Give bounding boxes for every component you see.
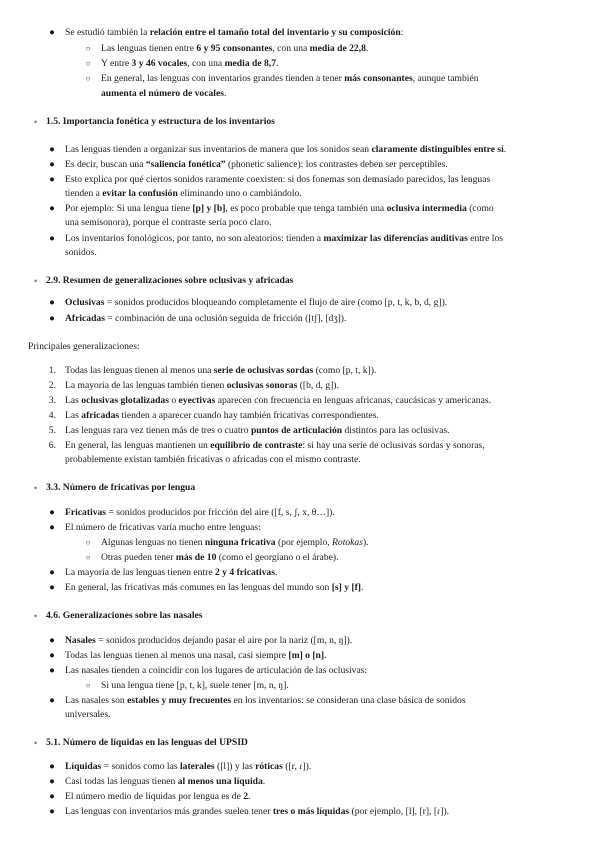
sub-bullet: ○ xyxy=(85,681,91,690)
section-title: 4.6. Generalizaciones sobre las nasales xyxy=(46,610,203,621)
bullet: ● xyxy=(49,313,55,324)
item-text: Todas las lenguas tienen al menos una serie de oclusivas sordas (como [p, t, k]). xyxy=(65,365,377,376)
item-text: El número medio de líquidas por lengua es de 2. xyxy=(65,791,251,802)
bullet: ● xyxy=(49,233,55,244)
section-title: 5.1. Número de líquidas en las lenguas del UPSID xyxy=(46,737,248,748)
item-text: Esto explica por qué ciertos sonidos raramente coexisten: si dos fonemas son demasiado parecidos, las lenguas xyxy=(65,174,491,185)
bullet: ● xyxy=(49,791,55,802)
item-text: Es decir, buscan una “saliencia fonética” (phonetic salience): los contrastes deben ser perceptibles. xyxy=(65,159,448,170)
item-text: La mayoría de las lenguas tienen entre 2 y 4 fricativas. xyxy=(65,567,278,578)
item-text: sonidos. xyxy=(65,247,97,258)
section-title: 2.9. Resumen de generalizaciones sobre oclusivas y africadas xyxy=(46,275,294,286)
item-text: Las africadas tienden a aparecer cuando hay también fricativas correspondientes. xyxy=(65,410,379,421)
item-text: aumenta el número de vocales. xyxy=(101,88,227,99)
item-text: universales. xyxy=(65,709,111,720)
item-text: En general, las fricativas más comunes en las lenguas del mundo son [s] y [f]. xyxy=(65,582,364,593)
bullet: ● xyxy=(49,567,55,578)
heading-bullet-icon: • xyxy=(34,483,38,493)
section-title: 3.3. Número de fricativas por lengua xyxy=(46,482,196,493)
item-text: Los inventarios fonológicos, por tanto, no son aleatorios: tienden a maximizar las diferencias auditivas entre los xyxy=(65,233,503,244)
heading-bullet-icon: • xyxy=(34,276,38,286)
item-text: Si una lengua tiene [p, t, k], suele tener [m, n, ŋ]. xyxy=(101,680,289,691)
bullet: ● xyxy=(49,203,55,214)
bullet: ● xyxy=(49,665,55,676)
bullet: ● xyxy=(49,144,55,155)
bullet: ● xyxy=(49,695,55,706)
section-title: 1.5. Importancia fonética y estructura de los inventarios xyxy=(46,116,275,127)
item-text: Y entre 3 y 46 vocales, con una media de 8,7. xyxy=(101,58,279,69)
item-text: Por ejemplo: Si una lengua tiene [p] y [b], es poco probable que tenga también una oclusiva intermedia (como xyxy=(65,203,494,214)
item-number: 5. xyxy=(48,425,56,436)
heading-bullet-icon: • xyxy=(34,611,38,621)
sub-bullet: ○ xyxy=(85,538,91,547)
bullet: ● xyxy=(49,776,55,787)
bullet: ● xyxy=(49,582,55,593)
item-text: Se estudió también la relación entre el tamaño total del inventario y su composición: xyxy=(65,27,404,38)
heading-bullet-icon: • xyxy=(34,117,38,127)
bullet: ● xyxy=(49,27,55,38)
item-text: Las lenguas tienden a organizar sus inventarios de manera que los sonidos sean claramente distinguibles entre sí. xyxy=(65,144,507,155)
item-text: Oclusivas = sonidos producidos bloqueando completamente el flujo de aire (como [p, t, k, b, d, g]). xyxy=(65,297,448,308)
item-text: probablemente existan también fricativas o africadas con el mismo contraste. xyxy=(65,454,361,465)
item-text: El número de fricativas varía mucho entre lenguas: xyxy=(65,522,261,533)
sub-bullet: ○ xyxy=(85,59,91,68)
item-number: 3. xyxy=(48,395,56,406)
item-text: Otras pueden tener más de 10 (como el georgiano o el árabe). xyxy=(101,552,339,563)
item-text: Casi todas las lenguas tienen al menos una líquida. xyxy=(65,776,266,787)
paragraph: Principales generalizaciones: xyxy=(28,341,140,352)
bullet: ● xyxy=(49,159,55,170)
bullet: ● xyxy=(49,507,55,518)
item-number: 6. xyxy=(48,440,56,451)
item-number: 1. xyxy=(48,365,56,376)
item-text: Todas las lenguas tienen al menos una nasal, casi siempre [m] o [n]. xyxy=(65,650,327,661)
item-text: Las lenguas con inventarios más grandes suelen tener tres o más líquidas (por ejemplo, [l], [r], [ɾ]). xyxy=(65,806,450,817)
item-text: Las lenguas tienen entre 6 y 95 consonantes, con una media de 22,8. xyxy=(101,43,369,54)
item-text: Las lenguas rara vez tienen más de tres o cuatro puntos de articulación distintos para las oclusivas. xyxy=(65,425,450,436)
item-text: Las nasales tienden a coincidir con los lugares de articulación de las oclusivas: xyxy=(65,665,368,676)
item-text: Nasales = sonidos producidos dejando pasar el aire por la nariz ([m, n, ŋ]). xyxy=(65,635,353,646)
item-text: Fricativas = sonidos producidos por fricción del aire ([f, s, ʃ, x, θ…]). xyxy=(65,507,335,518)
item-text: Africadas = combinación de una oclusión seguida de fricción ([tʃ], [dʒ]). xyxy=(65,313,347,324)
item-text: Las nasales son estables y muy frecuentes en los inventarios: se consideran una clase básica de sonidos xyxy=(65,695,466,706)
item-text: En general, las lenguas con inventarios grandes tienden a tener más consonantes, aunque también xyxy=(101,73,479,84)
item-text: Las oclusivas glotalizadas o eyectivas aparecen con frecuencia en lenguas africanas, caucásicas y americanas. xyxy=(65,395,491,406)
item-text: tienden a evitar la confusión eliminando uno o cambiándolo. xyxy=(65,188,302,199)
bullet: ● xyxy=(49,174,55,185)
sub-bullet: ○ xyxy=(85,553,91,562)
bullet: ● xyxy=(49,635,55,646)
item-number: 4. xyxy=(48,410,56,421)
bullet: ● xyxy=(49,761,55,772)
bullet: ● xyxy=(49,297,55,308)
sub-bullet: ○ xyxy=(85,74,91,83)
bullet: ● xyxy=(49,650,55,661)
item-text: una semisonora), porque el contraste sería poco claro. xyxy=(65,217,272,228)
bullet: ● xyxy=(49,522,55,533)
item-text: La mayoría de las lenguas también tienen oclusivas sonoras ([b, d, g]). xyxy=(65,380,339,391)
sub-bullet: ○ xyxy=(85,44,91,53)
bullet: ● xyxy=(49,806,55,817)
item-text: En general, las lenguas mantienen un equilibrio de contraste: si hay una serie de oclusivas sordas y sonoras, xyxy=(65,440,485,451)
item-text: Líquidas = sonidos como las laterales ([l]) y las róticas ([r, ɾ]). xyxy=(65,761,312,772)
item-text: Algunas lenguas no tienen ninguna fricativa (por ejemplo, Rotokas). xyxy=(101,537,369,548)
heading-bullet-icon: • xyxy=(34,738,38,748)
item-number: 2. xyxy=(48,380,56,391)
